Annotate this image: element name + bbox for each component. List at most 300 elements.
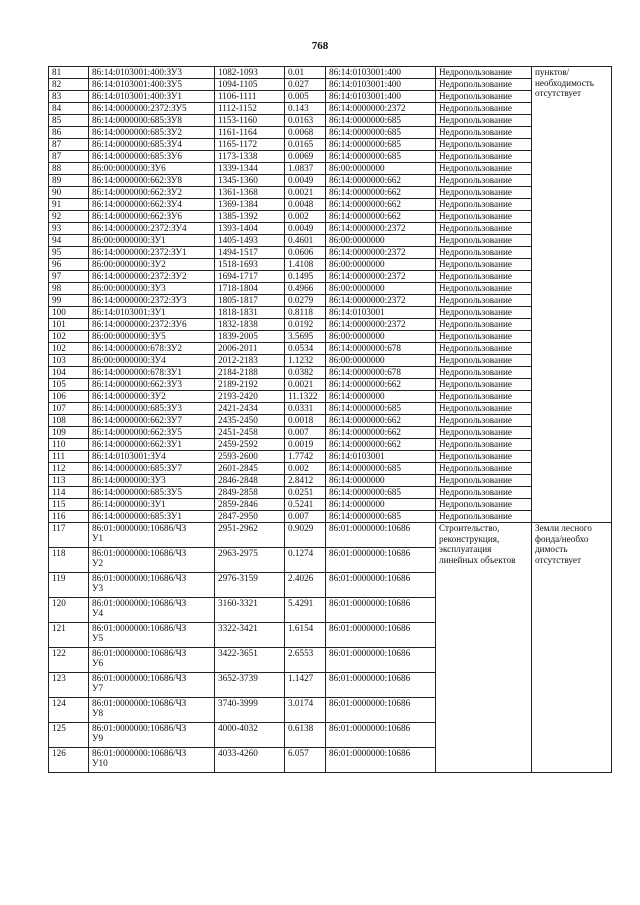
table-row [49, 439, 612, 451]
cadastral-quarter: 86:14:0000000:2372 [326, 295, 436, 307]
row-number: 92 [49, 211, 89, 223]
land-use: Недропользование [436, 511, 532, 523]
cadastral-number [89, 573, 215, 598]
row-number: 122 [49, 648, 89, 673]
table-row [49, 151, 612, 163]
row-number: 111 [49, 451, 89, 463]
table-row [49, 187, 612, 199]
land-use: Недропользование [436, 439, 532, 451]
cadastral-number: 86:14:0000000:ЗУ3 [89, 475, 215, 487]
cadastral-quarter: 86:14:0000000:662 [326, 427, 436, 439]
purpose-note: пунктов/ необходимость отсутствует [532, 67, 612, 523]
area-ha: 0.0048 [285, 199, 326, 211]
cadastral-quarter: 86:14:0000000:685 [326, 139, 436, 151]
cadastral-quarter: 86:14:0000000:662 [326, 175, 436, 187]
cadastral-number: 86:14:0000000:662:ЗУ2 [89, 187, 215, 199]
cadastral-quarter: 86:14:0000000:685 [326, 403, 436, 415]
cadastral-number [89, 673, 215, 698]
cadastral-number: 86:14:0000000:662:ЗУ1 [89, 439, 215, 451]
table-row [49, 115, 612, 127]
cadastral-number: 86:14:0103001:ЗУ1 [89, 307, 215, 319]
area-ha: 3.0174 [285, 698, 326, 723]
cadastral-number [89, 698, 215, 723]
cadastral-quarter: 86:14:0000000:678 [326, 367, 436, 379]
row-number: 91 [49, 199, 89, 211]
cadastral-number: 86:14:0000000:685:ЗУ8 [89, 115, 215, 127]
area-ha: 0.002 [285, 463, 326, 475]
table-row [49, 175, 612, 187]
cadastral-quarter: 86:01:0000000:10686 [326, 698, 436, 723]
cadastral-number: 86:14:0000000:2372:ЗУ1 [89, 247, 215, 259]
table-row [49, 499, 612, 511]
table-row [49, 367, 612, 379]
area-ha: 0.005 [285, 91, 326, 103]
point-range: 2849-2858 [215, 487, 285, 499]
cadastral-quarter: 86:00:0000000 [326, 331, 436, 343]
point-range: 4033-4260 [215, 748, 285, 773]
cadastral-number-suffix: У10 [92, 758, 108, 768]
land-use: Недропользование [436, 115, 532, 127]
area-ha: 0.0018 [285, 415, 326, 427]
point-range: 1369-1384 [215, 199, 285, 211]
cadastral-number-suffix: У3 [92, 583, 104, 593]
cadastral-number: 86:14:0000000:685:ЗУ5 [89, 487, 215, 499]
land-use: Недропользование [436, 475, 532, 487]
row-number: 104 [49, 367, 89, 379]
point-range: 1153-1160 [215, 115, 285, 127]
point-range: 1718-1804 [215, 283, 285, 295]
row-number: 90 [49, 187, 89, 199]
table-row [49, 283, 612, 295]
point-range: 1832-1838 [215, 319, 285, 331]
cadastral-number-part: 86:01:0000000:10686/ЧЗ [92, 748, 187, 758]
table-row [49, 475, 612, 487]
row-number: 89 [49, 175, 89, 187]
point-range: 1165-1172 [215, 139, 285, 151]
area-ha: 0.01 [285, 67, 326, 79]
point-range: 1106-1111 [215, 91, 285, 103]
land-use: Недропользование [436, 259, 532, 271]
row-number: 85 [49, 115, 89, 127]
point-range: 2421-2434 [215, 403, 285, 415]
cadastral-number-part: 86:01:0000000:10686/ЧЗ [92, 598, 187, 608]
cadastral-number-part: 86:01:0000000:10686/ЧЗ [92, 698, 187, 708]
cadastral-quarter: 86:14:0000000:2372 [326, 223, 436, 235]
point-range: 2435-2450 [215, 415, 285, 427]
cadastral-quarter: 86:14:0000000:662 [326, 379, 436, 391]
cadastral-quarter: 86:14:0000000:685 [326, 115, 436, 127]
cadastral-number: 86:00:0000000:ЗУ5 [89, 331, 215, 343]
row-number: 116 [49, 511, 89, 523]
land-use: Недропользование [436, 487, 532, 499]
cadastral-number: 86:14:0000000:2372:ЗУ6 [89, 319, 215, 331]
table-row [49, 199, 612, 211]
cadastral-number-part: 86:01:0000000:10686/ЧЗ [92, 673, 187, 683]
cadastral-number: 86:14:0000000:662:ЗУ8 [89, 175, 215, 187]
area-ha: 2.4026 [285, 573, 326, 598]
land-use: Недропользование [436, 235, 532, 247]
area-ha: 0.0331 [285, 403, 326, 415]
row-number: 88 [49, 163, 89, 175]
table-row [49, 319, 612, 331]
row-number: 126 [49, 748, 89, 773]
area-ha: 0.1274 [285, 548, 326, 573]
cadastral-number: 86:00:0000000:ЗУ2 [89, 259, 215, 271]
area-ha: 0.002 [285, 211, 326, 223]
cadastral-quarter: 86:14:0103001:400 [326, 79, 436, 91]
point-range: 2006-2011 [215, 343, 285, 355]
table-row [49, 307, 612, 319]
land-use: Недропользование [436, 151, 532, 163]
table-row [49, 103, 612, 115]
area-ha: 0.0021 [285, 187, 326, 199]
cadastral-quarter: 86:14:0000000:685 [326, 511, 436, 523]
land-use: Недропользование [436, 79, 532, 91]
cadastral-quarter: 86:01:0000000:10686 [326, 648, 436, 673]
land-use: Недропользование [436, 427, 532, 439]
land-use: Недропользование [436, 331, 532, 343]
point-range: 1393-1404 [215, 223, 285, 235]
cadastral-number: 86:14:0000000:ЗУ2 [89, 391, 215, 403]
row-number: 95 [49, 247, 89, 259]
cadastral-number: 86:14:0000000:685:ЗУ3 [89, 403, 215, 415]
cadastral-number-suffix: У6 [92, 658, 104, 668]
point-range: 1112-1152 [215, 103, 285, 115]
cadastral-number: 86:14:0000000:2372:ЗУ2 [89, 271, 215, 283]
cadastral-number [89, 748, 215, 773]
cadastral-number-part: 86:01:0000000:10686/ЧЗ [92, 548, 187, 558]
cadastral-number: 86:14:0000000:2372:ЗУ4 [89, 223, 215, 235]
point-range: 1173-1338 [215, 151, 285, 163]
point-range: 3652-3739 [215, 673, 285, 698]
row-number: 110 [49, 439, 89, 451]
point-range: 1161-1164 [215, 127, 285, 139]
area-ha: 0.0019 [285, 439, 326, 451]
table-row [49, 247, 612, 259]
row-number: 115 [49, 499, 89, 511]
row-number: 96 [49, 259, 89, 271]
area-ha: 5.4291 [285, 598, 326, 623]
cadastral-quarter: 86:14:0000000:662 [326, 199, 436, 211]
row-number: 98 [49, 283, 89, 295]
point-range: 2451-2458 [215, 427, 285, 439]
area-ha: 0.0251 [285, 487, 326, 499]
land-use: Недропользование [436, 103, 532, 115]
row-number: 107 [49, 403, 89, 415]
table-row [49, 211, 612, 223]
row-number: 93 [49, 223, 89, 235]
table-row [49, 271, 612, 283]
cadastral-number [89, 523, 215, 548]
cadastral-quarter: 86:14:0103001 [326, 451, 436, 463]
row-number: 118 [49, 548, 89, 573]
area-ha: 0.0382 [285, 367, 326, 379]
land-use: Недропользование [436, 355, 532, 367]
table-row [49, 523, 612, 548]
area-ha: 2.8412 [285, 475, 326, 487]
area-ha: 0.0049 [285, 223, 326, 235]
area-ha: 1.0837 [285, 163, 326, 175]
cadastral-number: 86:14:0000000:678:ЗУ1 [89, 367, 215, 379]
cadastral-quarter: 86:14:0000000:685 [326, 487, 436, 499]
land-use: Недропользование [436, 379, 532, 391]
area-ha: 0.027 [285, 79, 326, 91]
point-range: 2012-2183 [215, 355, 285, 367]
cadastral-number-suffix: У4 [92, 608, 104, 618]
row-number: 106 [49, 391, 89, 403]
cadastral-number: 86:00:0000000:ЗУ6 [89, 163, 215, 175]
cadastral-quarter: 86:14:0000000:662 [326, 211, 436, 223]
table-row [49, 427, 612, 439]
cadastral-number: 86:14:0000000:685:ЗУ1 [89, 511, 215, 523]
row-number: 87 [49, 139, 89, 151]
row-number: 117 [49, 523, 89, 548]
point-range: 2601-2845 [215, 463, 285, 475]
cadastral-quarter: 86:00:0000000 [326, 283, 436, 295]
land-use: Недропользование [436, 463, 532, 475]
land-use: Недропользование [436, 91, 532, 103]
row-number: 121 [49, 623, 89, 648]
cadastral-number: 86:14:0000000:662:ЗУ7 [89, 415, 215, 427]
cadastral-quarter: 86:14:0000000 [326, 499, 436, 511]
cadastral-number-part: 86:01:0000000:10686/ЧЗ [92, 523, 187, 533]
area-ha: 0.9029 [285, 523, 326, 548]
cadastral-quarter: 86:01:0000000:10686 [326, 523, 436, 548]
cadastral-quarter: 86:14:0103001:400 [326, 67, 436, 79]
land-use: Недропользование [436, 163, 532, 175]
table-row [49, 295, 612, 307]
point-range: 2963-2975 [215, 548, 285, 573]
cadastral-quarter: 86:00:0000000 [326, 355, 436, 367]
row-number: 101 [49, 319, 89, 331]
table-row [49, 139, 612, 151]
land-use: Недропользование [436, 415, 532, 427]
row-number: 82 [49, 79, 89, 91]
table-row [49, 343, 612, 355]
area-ha: 0.007 [285, 427, 326, 439]
table-row [49, 235, 612, 247]
point-range: 1339-1344 [215, 163, 285, 175]
cadastral-number-part: 86:01:0000000:10686/ЧЗ [92, 623, 187, 633]
land-use: Недропользование [436, 403, 532, 415]
cadastral-number: 86:14:0000000:ЗУ1 [89, 499, 215, 511]
cadastral-number [89, 548, 215, 573]
cadastral-number-part: 86:01:0000000:10686/ЧЗ [92, 723, 187, 733]
cadastral-quarter: 86:14:0000000:662 [326, 415, 436, 427]
table-row [49, 511, 612, 523]
cadastral-number [89, 623, 215, 648]
page-number: 768 [311, 40, 329, 52]
row-number: 94 [49, 235, 89, 247]
point-range: 2184-2188 [215, 367, 285, 379]
cadastral-quarter: 86:14:0103001 [326, 307, 436, 319]
point-range: 1494-1517 [215, 247, 285, 259]
cadastral-number [89, 723, 215, 748]
area-ha: 1.7742 [285, 451, 326, 463]
cadastral-number-suffix: У8 [92, 708, 104, 718]
land-use: Недропользование [436, 343, 532, 355]
area-ha: 2.6553 [285, 648, 326, 673]
table-row [49, 79, 612, 91]
cadastral-number: 86:14:0103001:400:ЗУ1 [89, 91, 215, 103]
table-row [49, 403, 612, 415]
point-range: 2593-2600 [215, 451, 285, 463]
point-range: 1385-1392 [215, 211, 285, 223]
point-range: 1345-1360 [215, 175, 285, 187]
cadastral-number: 86:00:0000000:ЗУ3 [89, 283, 215, 295]
cadastral-quarter: 86:01:0000000:10686 [326, 623, 436, 648]
area-ha: 0.0279 [285, 295, 326, 307]
point-range: 2459-2592 [215, 439, 285, 451]
area-ha: 0.0049 [285, 175, 326, 187]
cadastral-number-suffix: У7 [92, 683, 104, 693]
cadastral-number: 86:14:0000000:685:ЗУ6 [89, 151, 215, 163]
land-use: Недропользование [436, 139, 532, 151]
cadastral-number [89, 648, 215, 673]
point-range: 2859-2846 [215, 499, 285, 511]
area-ha: 0.0163 [285, 115, 326, 127]
area-ha: 6.057 [285, 748, 326, 773]
row-number: 105 [49, 379, 89, 391]
area-ha: 3.5695 [285, 331, 326, 343]
row-number: 123 [49, 673, 89, 698]
row-number: 108 [49, 415, 89, 427]
cadastral-number: 86:00:0000000:ЗУ1 [89, 235, 215, 247]
cadastral-number: 86:14:0000000:662:ЗУ3 [89, 379, 215, 391]
row-number: 102 [49, 343, 89, 355]
area-ha: 1.1427 [285, 673, 326, 698]
cadastral-number-suffix: У5 [92, 633, 104, 643]
table-row [49, 67, 612, 79]
cadastral-quarter: 86:00:0000000 [326, 163, 436, 175]
area-ha: 11.1322 [285, 391, 326, 403]
cadastral-number: 86:14:0000000:2372:ЗУ5 [89, 103, 215, 115]
table-row [49, 391, 612, 403]
land-use: Недропользование [436, 127, 532, 139]
point-range: 2846-2848 [215, 475, 285, 487]
table-row [49, 415, 612, 427]
cadastral-number-suffix: У2 [92, 558, 104, 568]
cadastral-quarter: 86:14:0000000:2372 [326, 103, 436, 115]
cadastral-number: 86:14:0103001:400:ЗУ3 [89, 67, 215, 79]
land-use: Недропользование [436, 223, 532, 235]
point-range: 1805-1817 [215, 295, 285, 307]
point-range: 2847-2950 [215, 511, 285, 523]
row-number: 97 [49, 271, 89, 283]
area-ha: 0.0069 [285, 151, 326, 163]
land-use: Недропользование [436, 319, 532, 331]
area-ha: 0.8118 [285, 307, 326, 319]
cadastral-number-suffix: У9 [92, 733, 104, 743]
area-ha: 0.5241 [285, 499, 326, 511]
row-number: 119 [49, 573, 89, 598]
row-number: 109 [49, 427, 89, 439]
cadastral-number: 86:14:0000000:2372:ЗУ3 [89, 295, 215, 307]
area-ha: 0.0606 [285, 247, 326, 259]
point-range: 3422-3651 [215, 648, 285, 673]
table-row [49, 163, 612, 175]
row-number: 81 [49, 67, 89, 79]
cadastral-quarter: 86:00:0000000 [326, 259, 436, 271]
cadastral-number-part: 86:01:0000000:10686/ЧЗ [92, 648, 187, 658]
land-use: Недропользование [436, 247, 532, 259]
row-number: 86 [49, 127, 89, 139]
land-use: Недропользование [436, 187, 532, 199]
cadastral-quarter: 86:14:0000000:2372 [326, 247, 436, 259]
land-use: Недропользование [436, 295, 532, 307]
land-use: Недропользование [436, 271, 532, 283]
area-ha: 0.0068 [285, 127, 326, 139]
cadastral-quarter: 86:01:0000000:10686 [326, 598, 436, 623]
cadastral-quarter: 86:14:0000000:662 [326, 439, 436, 451]
row-number: 120 [49, 598, 89, 623]
table-row [49, 127, 612, 139]
row-number: 100 [49, 307, 89, 319]
area-ha: 0.0192 [285, 319, 326, 331]
point-range: 1839-2005 [215, 331, 285, 343]
cadastral-number [89, 598, 215, 623]
table-row [49, 91, 612, 103]
point-range: 3160-3321 [215, 598, 285, 623]
point-range: 2189-2192 [215, 379, 285, 391]
point-range: 3322-3421 [215, 623, 285, 648]
table-row [49, 379, 612, 391]
land-use: Недропользование [436, 451, 532, 463]
land-use: Недропользование [436, 391, 532, 403]
table-body [49, 67, 612, 773]
cadastral-quarter: 86:14:0000000:678 [326, 343, 436, 355]
row-number: 87 [49, 151, 89, 163]
land-use: Недропользование [436, 211, 532, 223]
cadastral-number: 86:00:0000000:ЗУ4 [89, 355, 215, 367]
table-row [49, 259, 612, 271]
point-range: 4000-4032 [215, 723, 285, 748]
row-number: 125 [49, 723, 89, 748]
cadastral-number-suffix: У1 [92, 533, 104, 543]
area-ha: 0.4966 [285, 283, 326, 295]
table-row [49, 463, 612, 475]
area-ha: 0.1495 [285, 271, 326, 283]
area-ha: 0.143 [285, 103, 326, 115]
area-ha: 0.0165 [285, 139, 326, 151]
point-range: 1818-1831 [215, 307, 285, 319]
point-range: 1082-1093 [215, 67, 285, 79]
purpose-note: Земли лесного фонда/необхо димость отсутствует [532, 523, 612, 773]
row-number: 83 [49, 91, 89, 103]
point-range: 3740-3999 [215, 698, 285, 723]
table-row [49, 451, 612, 463]
cadastral-number: 86:14:0000000:678:ЗУ2 [89, 343, 215, 355]
cadastral-number: 86:14:0000000:685:ЗУ4 [89, 139, 215, 151]
land-use: Недропользование [436, 67, 532, 79]
cadastral-quarter: 86:14:0000000 [326, 475, 436, 487]
cadastral-number: 86:14:0000000:685:ЗУ2 [89, 127, 215, 139]
land-use: Недропользование [436, 175, 532, 187]
table-row [49, 355, 612, 367]
land-use: Строительство, реконструкция, эксплуатация линейных объектов [436, 523, 532, 773]
point-range: 1094-1105 [215, 79, 285, 91]
cadastral-quarter: 86:01:0000000:10686 [326, 748, 436, 773]
point-range: 2951-2962 [215, 523, 285, 548]
area-ha: 0.0021 [285, 379, 326, 391]
cadastral-quarter: 86:14:0000000:685 [326, 127, 436, 139]
cadastral-number: 86:14:0000000:662:ЗУ6 [89, 211, 215, 223]
row-number: 102 [49, 331, 89, 343]
row-number: 112 [49, 463, 89, 475]
cadastral-number-part: 86:01:0000000:10686/ЧЗ [92, 573, 187, 583]
point-range: 2193-2420 [215, 391, 285, 403]
point-range: 2976-3159 [215, 573, 285, 598]
